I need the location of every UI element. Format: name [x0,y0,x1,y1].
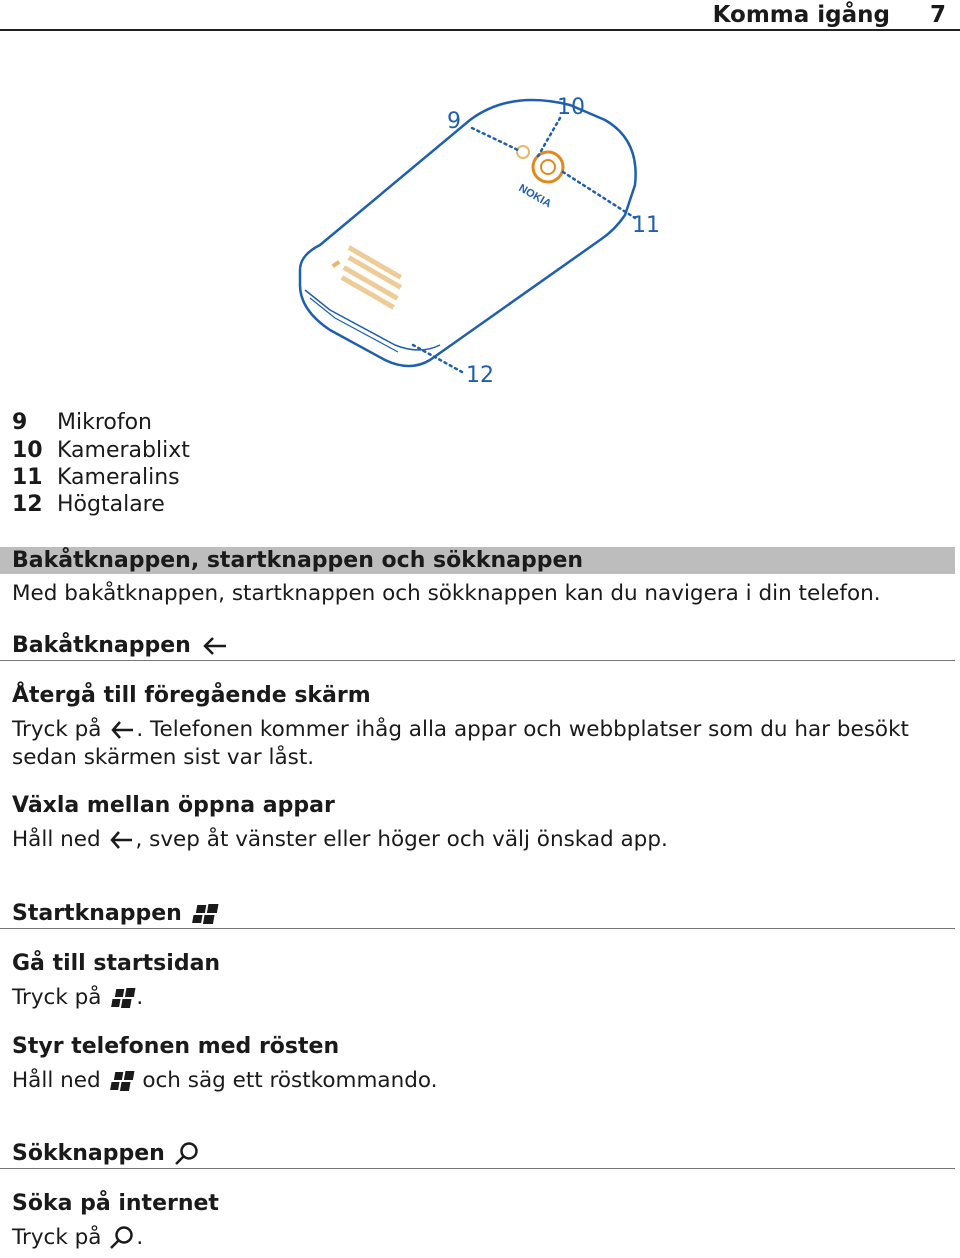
search-icon [172,1141,202,1167]
text-fragment: . [136,1225,144,1250]
phone-back-illustration [0,0,960,400]
back-sub1: Återgå till föregående skärm [12,683,371,708]
legend-label: Kameralins [57,465,180,490]
text-fragment: Håll ned [12,827,101,852]
text-fragment: Tryck på [12,1225,102,1250]
legend-num: 12 [12,492,43,517]
back-sub1-text [12,717,909,742]
windows-icon [107,1068,135,1094]
back-arrow-icon [107,828,135,852]
chapter-title: Komma igång [712,2,890,28]
divider [0,1168,955,1169]
callout-10: 10 [557,95,585,120]
start-sub1: Gå till startsidan [12,951,221,976]
text-fragment: , svep åt vänster eller höger och välj önskad app. [135,827,668,852]
start-sub1-text [12,985,143,1011]
text-fragment: . [136,985,144,1010]
search-sub1-text [12,1225,143,1251]
legend-item [12,465,180,490]
back-arrow-icon [199,634,229,658]
legend-num: 11 [12,465,43,490]
start-sub2: Styr telefonen med rösten [12,1034,340,1059]
callout-9: 9 [447,109,461,134]
search-sub1: Söka på internet [12,1191,219,1216]
back-sub2-text [12,827,668,852]
text-fragment: Tryck på [12,985,102,1010]
brand-logo: NOKIA [516,182,554,211]
search-heading-row [12,1141,202,1167]
text-fragment: . Telefonen kommer ihåg alla appar och webbplatser som du har besökt [136,717,909,742]
start-sub2-text [12,1068,437,1094]
windows-icon [189,901,219,927]
section-intro: Med bakåtknappen, startknappen och sökknappen kan du navigera i din telefon. [12,581,881,606]
windows-icon [108,985,136,1011]
back-sub1-text-cont: sedan skärmen sist var låst. [12,745,315,770]
text-fragment: och säg ett röstkommando. [142,1068,438,1093]
page-number: 7 [929,2,946,28]
callout-12: 12 [466,363,494,388]
divider [0,928,955,929]
text-fragment: Håll ned [12,1068,101,1093]
legend-label: Högtalare [57,492,165,517]
legend-item [12,410,152,435]
back-arrow-icon [108,718,136,742]
text-fragment: Tryck på [12,717,102,742]
back-heading-row [12,633,229,658]
back-sub2: Växla mellan öppna appar [12,793,335,818]
legend-label: Mikrofon [57,410,153,435]
legend-item [12,438,190,463]
back-heading: Bakåtknappen [12,633,191,658]
section-title: Bakåtknappen, startknappen och sökknappen [12,548,584,573]
legend-num: 10 [12,438,43,463]
legend-label: Kamerablixt [57,438,190,463]
search-icon [108,1225,136,1251]
divider [0,660,955,661]
legend-item [12,492,165,517]
flash-icon [517,146,529,158]
start-heading: Startknappen [12,901,182,926]
search-heading: Sökknappen [12,1141,165,1166]
legend-num: 9 [12,410,28,435]
start-heading-row [12,901,219,927]
callout-11: 11 [632,213,660,238]
